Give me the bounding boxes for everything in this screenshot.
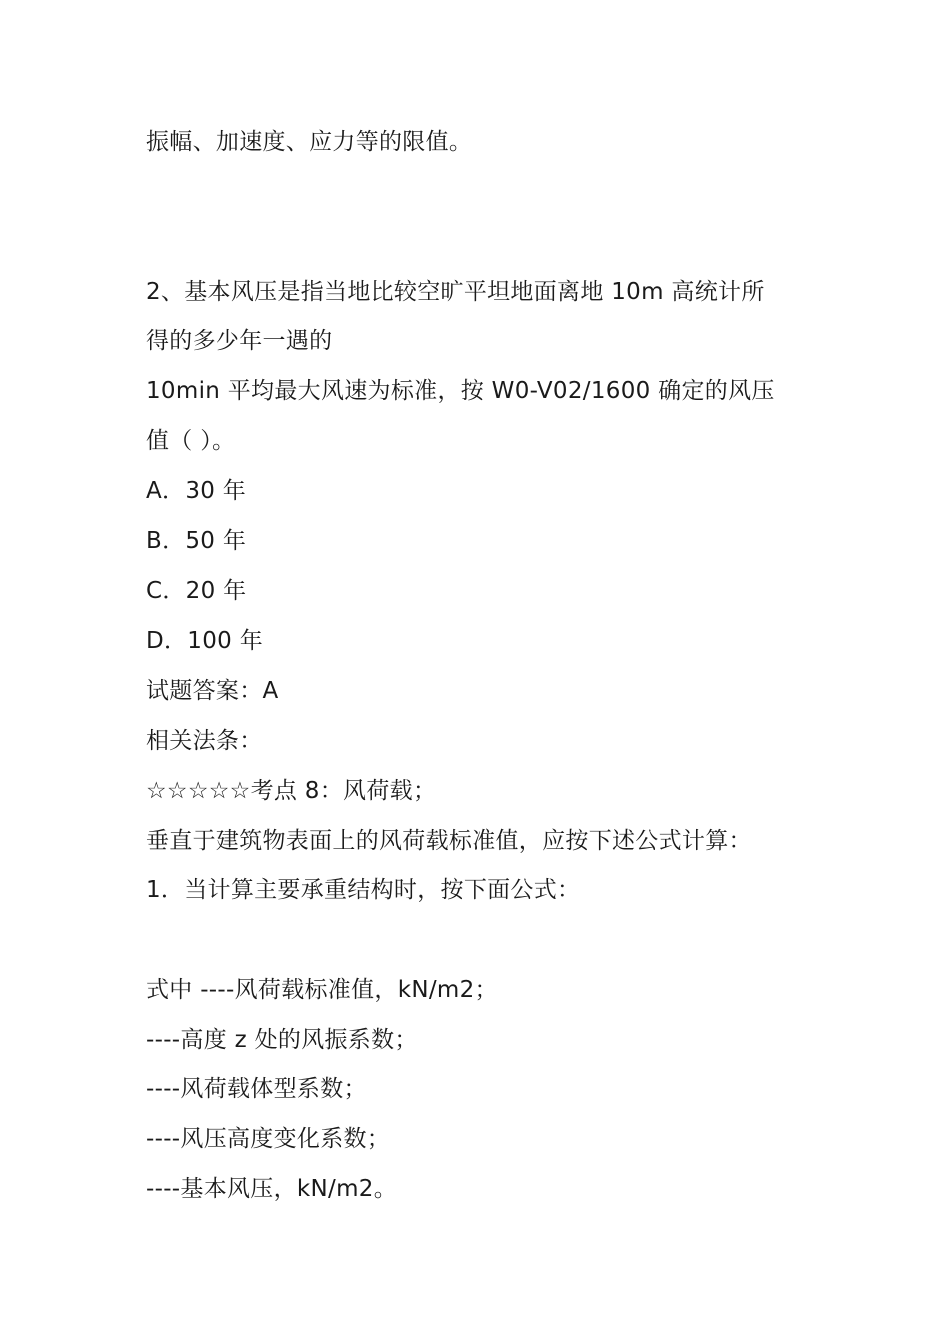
option-a: A．30 年 [146,478,247,504]
option-b: B．50 年 [146,528,247,554]
option-d: D．100 年 [146,628,264,654]
definition-line-4: ----风压高度变化系数； [146,1126,391,1152]
formula-intro-line: 垂直于建筑物表面上的风荷载标准值，应按下述公式计算： [146,828,752,854]
definition-line-3: ----风荷载体型系数； [146,1076,367,1102]
related-law-line: 相关法条： [146,728,263,754]
definition-line-1: 式中 ----风荷载标准值，kN/m2； [146,977,498,1003]
option-c: C．20 年 [146,578,247,604]
question-stem-line-3: 10min 平均最大风速为标准，按 W0-V02/1600 确定的风压 [146,378,775,404]
question-stem-line-2: 得的多少年一遇的 [146,328,333,354]
key-point-line: ☆☆☆☆☆考点 8：风荷载； [146,778,437,804]
intro-line: 振幅、加速度、应力等的限值。 [146,129,473,155]
definition-line-2: ----高度 z 处的风振系数； [146,1027,418,1053]
question-stem-line-4: 值（ ）。 [146,428,236,454]
case-1-line: 1．当计算主要承重结构时，按下面公式： [146,877,581,903]
question-stem-line-1: 2、基本风压是指当地比较空旷平坦地面离地 10m 高统计所 [146,279,765,305]
definition-line-5: ----基本风压，kN/m2。 [146,1176,398,1202]
answer-line: 试题答案：A [146,678,279,704]
